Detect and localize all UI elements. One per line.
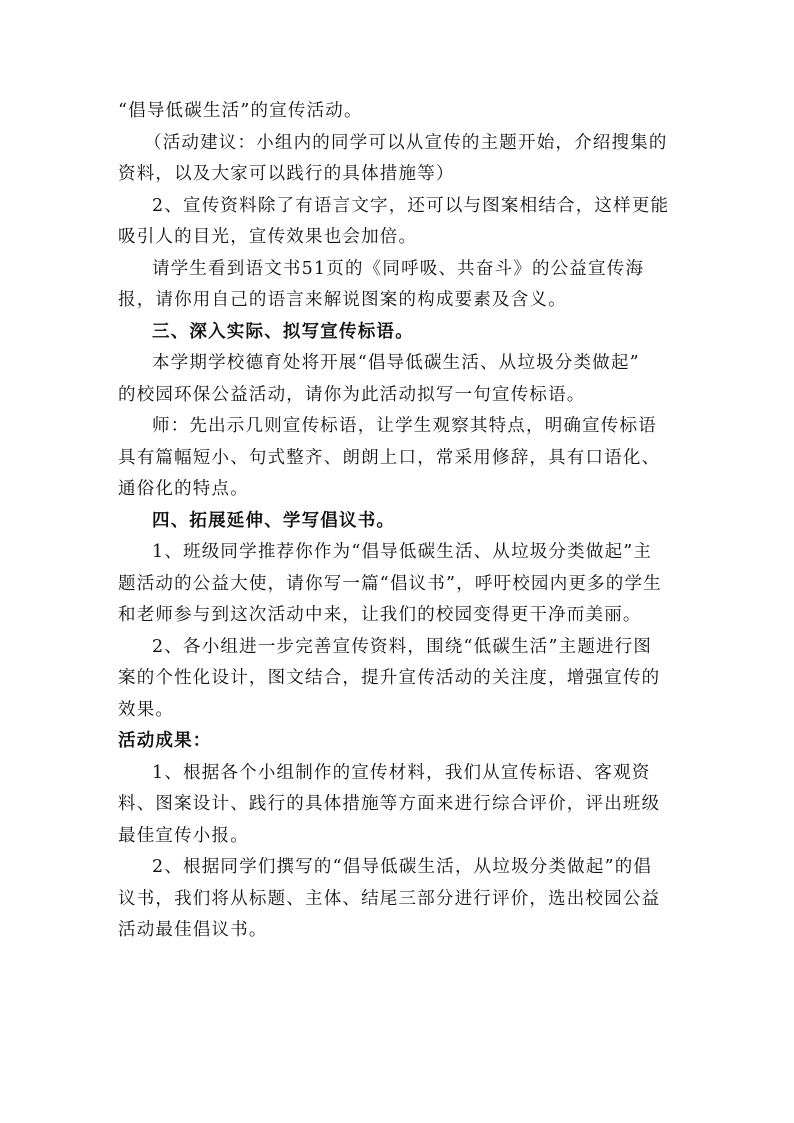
teacher-note-line: 师：先出示几则宣传标语，让学生观察其特点，明确宣传标语 [152, 416, 657, 436]
paragraph-line: 资料，以及大家可以践行的具体措施等） [118, 164, 455, 184]
result-item-2-line: 2、根据同学们撰写的“倡导低碳生活，从垃圾分类做起”的倡 [152, 857, 653, 877]
item-1-line: 1、班级同学推荐你作为“倡导低碳生活、从垃圾分类做起”主 [152, 542, 653, 562]
paragraph-line: 议书，我们将从标题、主体、结尾三部分进行评价，选出校园公益 [118, 888, 661, 909]
paragraph-line: 题活动的公益大使，请你写一篇“倡议书”，呼吁校园内更多的学生 [118, 573, 662, 594]
paragraph-line: 本学期学校德育处将开展“倡导低碳生活、从垃圾分类做起” [152, 353, 640, 373]
paragraph-line: 最佳宣传小报。 [118, 825, 249, 846]
paragraph-line: 和老师参与到这次活动中来，让我们的校园变得更干净而美丽。 [118, 605, 642, 625]
paragraph-line: 报，请你用自己的语言来解说图案的构成要素及含义。 [118, 290, 567, 310]
paragraph-line: 料、图案设计、践行的具体措施等方面来进行综合评价，评出班级 [118, 794, 661, 814]
paragraph-line: 具有篇幅短小、句式整齐、朗朗上口，常采用修辞，具有口语化、 [118, 447, 661, 468]
paragraph-line: “倡导低碳生活”的宣传活动。 [118, 101, 363, 121]
section-heading-4: 四、拓展延伸、学写倡议书。 [152, 510, 396, 531]
paragraph-line: 案的个性化设计，图文结合，提升宣传活动的关注度，增强宣传的 [118, 668, 661, 688]
result-item-1-line: 1、根据各个小组制作的宣传材料，我们从宣传标语、客观资 [152, 762, 651, 783]
activity-results-heading: 活动成果： [118, 731, 212, 751]
item-2-line: 2、宣传资料除了有语言文字，还可以与图案相结合，这样更能 [152, 195, 670, 216]
section-heading-3: 三、深入实际、拟写宣传标语。 [152, 321, 414, 342]
paragraph-line: 通俗化的特点。 [118, 479, 249, 499]
paragraph-line: 请学生看到语文书51页的《同呼吸、共奋斗》的公益宣传海 [152, 258, 645, 279]
paragraph-line: 吸引人的目光，宣传效果也会加倍。 [118, 227, 418, 247]
paragraph-line: 的校园环保公益活动，请你为此活动拟写一句宣传标语。 [118, 384, 586, 405]
item-2-line: 2、各小组进一步完善宣传资料，围绕“低碳生活”主题进行图 [152, 636, 653, 657]
paragraph-line: 效果。 [118, 699, 175, 720]
paragraph-line: 活动最佳倡议书。 [118, 920, 268, 940]
activity-suggestion-line: （活动建议：小组内的同学可以从宣传的主题开始，介绍搜集的 [144, 132, 668, 153]
document-body [118, 96, 678, 947]
